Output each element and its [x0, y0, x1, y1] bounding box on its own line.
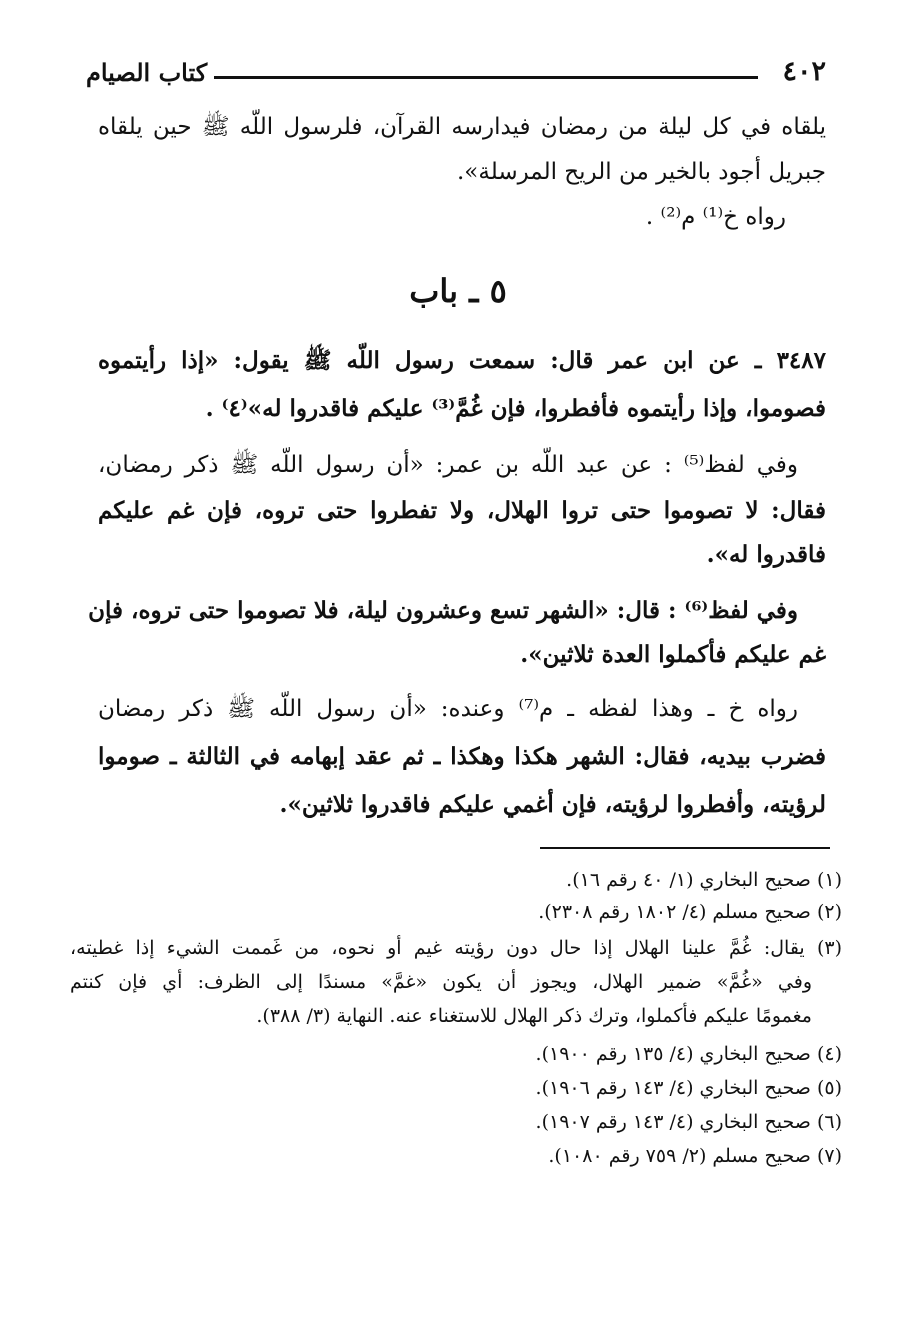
book-title: كتاب الصيام [86, 58, 208, 87]
footnote-3-line-3: مغمومًا عليكم فأكملوا، وترك ذكر الهلال للاستغناء عنه. النهاية (٣/ ٣٨٨). [256, 1005, 812, 1027]
footnote-6: (٦) صحيح البخاري (٤/ ١٤٣ رقم ١٩٠٧). [535, 1111, 842, 1133]
intro-line-2: جبريل أجود بالخير من الريح المرسلة». [457, 159, 826, 185]
intro-line-1: يلقاه في كل ليلة من رمضان فيدارسه القرآن، فلرسول اللّه ﷺ حين يلقاه [98, 114, 826, 140]
footnote-3-line-1: (٣) يقال: غُمَّ علينا الهلال إذا حال دون رؤيته غيم أو نحوه، من غَممت الشيء إذا غطيته، [70, 937, 842, 959]
hadith-line-4: فقال: لا تصوموا حتى تروا الهلال، ولا تفطروا حتى تروه، فإن غم عليكم [98, 497, 826, 524]
footnote-5: (٥) صحيح البخاري (٤/ ١٤٣ رقم ١٩٠٦). [535, 1077, 842, 1099]
hadith-line-3: وفي لفظ⁽⁵⁾ : عن عبد اللّه بن عمر: «أن رسول اللّه ﷺ ذكر رمضان، [98, 452, 798, 478]
page-header [86, 56, 826, 96]
intro-citation: رواه خ⁽¹⁾ م⁽²⁾ . [645, 204, 786, 230]
hadith-line-5: فاقدروا له». [706, 541, 826, 568]
section-heading: ٥ ـ باب [409, 272, 507, 310]
hadith-line-10: لرؤيته، وأفطروا لرؤيته، فإن أغمي عليكم فاقدروا ثلاثين». [279, 791, 826, 818]
footnote-2: (٢) صحيح مسلم (٤/ ١٨٠٢ رقم ٢٣٠٨). [538, 901, 842, 923]
hadith-line-6: وفي لفظ⁽⁶⁾ : قال: «الشهر تسع وعشرون ليلة، فلا تصوموا حتى تروه، فإن [88, 597, 798, 624]
footnote-rule [540, 847, 830, 849]
hadith-line-8: رواه خ ـ وهذا لفظه ـ م⁽⁷⁾ وعنده: «أن رسول اللّه ﷺ ذكر رمضان [98, 696, 798, 722]
footnote-3-line-2: وفي «غُمَّ» ضمير الهلال، ويجوز أن يكون «غمَّ» مسندًا إلى الظرف: أي فإن كنتم [70, 971, 812, 993]
hadith-line-1: ٣٤٨٧ ـ عن ابن عمر قال: سمعت رسول اللّه ﷺ يقول: «إذا رأيتموه [98, 347, 826, 374]
hadith-line-2: فصوموا، وإذا رأيتموه فأفطروا، فإن غُمَّ⁽³⁾ عليكم فاقدروا له»⁽٤⁾ . [205, 395, 826, 422]
hadith-line-9: فضرب بيديه، فقال: الشهر هكذا وهكذا ـ ثم عقد إبهامه في الثالثة ـ صوموا [98, 743, 826, 770]
hadith-line-7: غم عليكم فأكملوا العدة ثلاثين». [520, 641, 826, 668]
footnote-4: (٤) صحيح البخاري (٤/ ١٣٥ رقم ١٩٠٠). [535, 1043, 842, 1065]
page-number: ٤٠٢ [782, 56, 826, 87]
footnote-1: (١) صحيح البخاري (١/ ٤٠ رقم ١٦). [566, 869, 842, 891]
header-rule [214, 76, 758, 79]
footnote-7: (٧) صحيح مسلم (٢/ ٧٥٩ رقم ١٠٨٠). [548, 1145, 842, 1167]
